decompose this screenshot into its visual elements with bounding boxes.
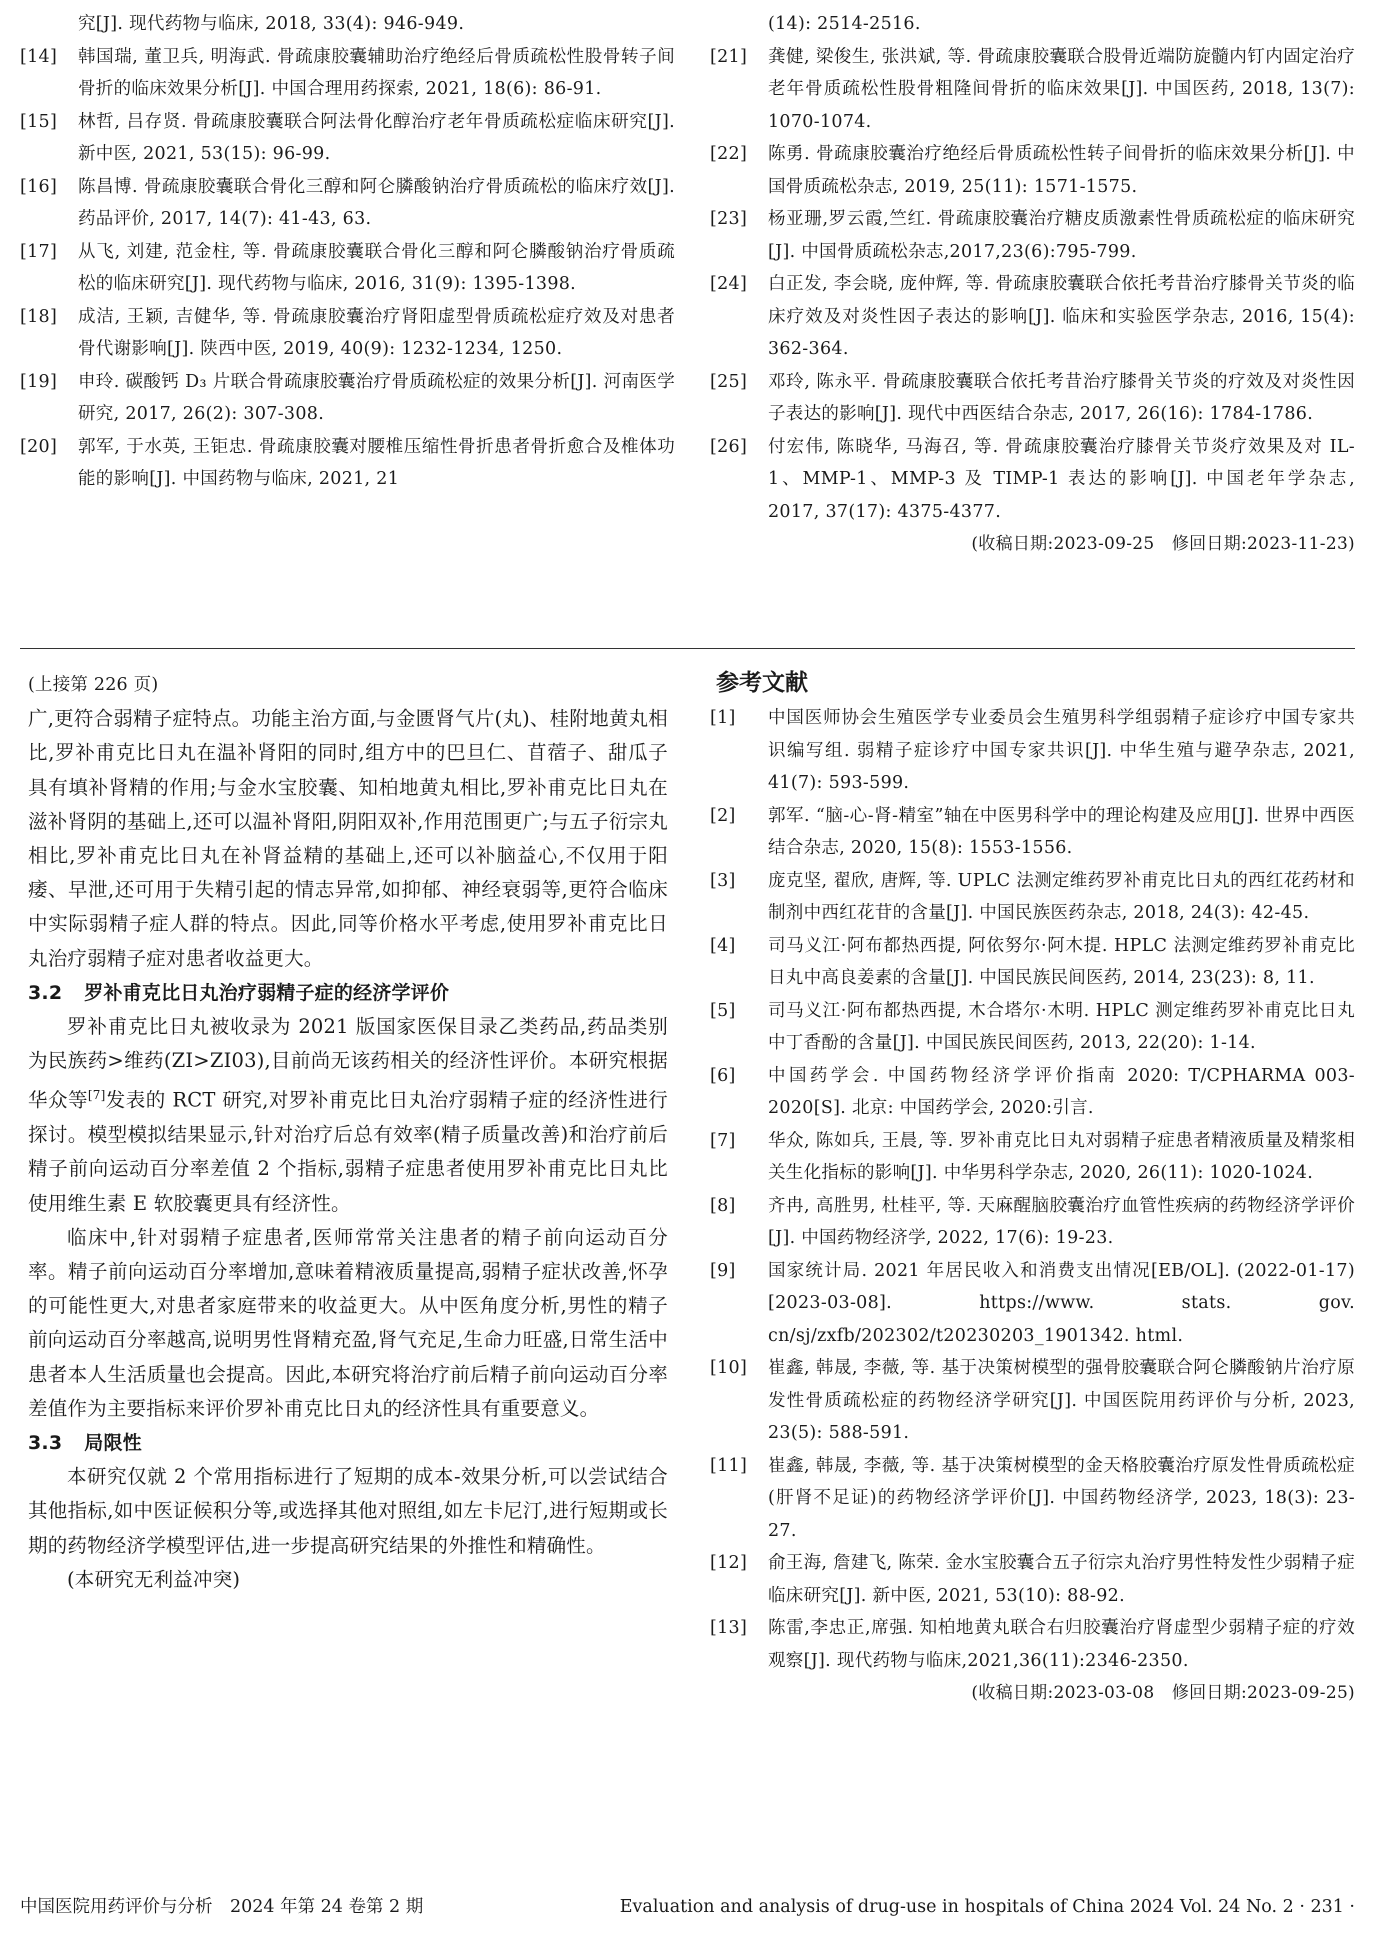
reference-number: [2] <box>710 805 736 826</box>
reference-item <box>710 203 1355 268</box>
reference-item <box>710 1450 1355 1548</box>
reference-number: [9] <box>710 1260 736 1281</box>
paragraph: 临床中,针对弱精子症患者,医师常常关注患者的精子前向运动百分率。精子前向运动百分率增加,意味着精液质量提高,弱精子症状改善,怀孕的可能性更大,对患者家庭带来的收益更大。从中医角度分析,男性的精子前向运动百分率越高,说明男性肾精充盈,肾气充足,生命力旺盛,日常生活中患者本人生活质量也会提高。因此,本研究将治疗前后精子前向运动百分率差值作为主要指标来评价罗补甫克比日丸的经济性具有重要意义。 <box>28 1225 668 1420</box>
reference-item <box>20 431 675 496</box>
reference-item <box>710 268 1355 366</box>
reference-text: 成洁, 王颖, 吉健华, 等. 骨疏康胶囊治疗肾阳虚型骨质疏松症疗效及对患者骨代谢影响[J]. 陕西中医, 2019, 40(9): 1232-1234, 1250. <box>78 306 675 359</box>
paragraph: 本研究仅就 2 个常用指标进行了短期的成本-效果分析,可以尝试结合其他指标,如中医证候积分等,或选择其他对照组,如左卡尼汀,进行短期或长期的药物经济学模型评估,进一步提高研究结果的外推性和精确性。 <box>28 1465 668 1557</box>
reference-text: 郭军, 于水英, 王钜忠. 骨疏康胶囊对腰椎压缩性骨折患者骨折愈合及椎体功能的影响[J]. 中国药物与临床, 2021, 21 <box>78 436 675 489</box>
citation: [7] <box>87 1088 106 1103</box>
reference-item <box>20 8 675 41</box>
reference-text: 庞克坚, 翟欣, 唐辉, 等. UPLC 法测定维药罗补甫克比日丸的西红花药材和制剂中西红花苷的含量[J]. 中国民族医药杂志, 2018, 24(3): 42-45. <box>768 870 1355 923</box>
reference-item <box>20 106 675 171</box>
reference-text: 申玲. 碳酸钙 D₃ 片联合骨疏康胶囊治疗骨质疏松症的效果分析[J]. 河南医学研究, 2017, 26(2): 307-308. <box>78 371 675 424</box>
footer-journal-cn: 中国医院用药评价与分析 2024 年第 24 卷第 2 期 <box>20 1897 424 1917</box>
reference-item <box>20 366 675 431</box>
conflict-statement: (本研究无利益冲突) <box>67 1567 241 1591</box>
reference-number <box>710 8 768 41</box>
reference-text: 邓玲, 陈永平. 骨疏康胶囊联合依托考昔治疗膝骨关节炎的疗效及对炎性因子表达的影响[J]. 现代中西医结合杂志, 2017, 26(16): 1784-1786. <box>768 371 1355 424</box>
reference-text: 付宏伟, 陈晓华, 马海召, 等. 骨疏康胶囊治疗膝骨关节炎疗效果及对 IL-1、MMP-1、MMP-3 及 TIMP-1 表达的影响[J]. 中国老年学杂志, 2017, 37(17): 4375-4377. <box>768 436 1355 522</box>
received-dates-top: (收稿日期:2023-09-25 修回日期:2023-11-23) <box>971 534 1355 554</box>
reference-text: 陈雷,李忠正,席强. 知柏地黄丸联合右归胶囊治疗肾虚型少弱精子症的疗效观察[J]. 现代药物与临床,2021,36(11):2346-2350. <box>768 1618 1355 1671</box>
references-heading: 参考文献 <box>716 670 808 696</box>
reference-number: [18] <box>20 306 58 327</box>
reference-text: 中国医师协会生殖医学专业委员会生殖男科学组弱精子症诊疗中国专家共识编写组. 弱精子症诊疗中国专家共识[J]. 中华生殖与避孕杂志, 2021, 41(7): 593-599. <box>768 708 1355 793</box>
reference-item <box>710 138 1355 203</box>
footer-journal-en: Evaluation and analysis of drug-use in hospitals of China 2024 Vol. 24 No. 2 · 231 · <box>619 1897 1355 1917</box>
reference-number: [7] <box>710 1130 736 1151</box>
page-footer <box>20 1890 1355 1924</box>
reference-text: 陈勇. 骨疏康胶囊治疗绝经后骨质疏松性转子间骨折的临床效果分析[J]. 中国骨质疏松杂志, 2019, 25(11): 1571-1575. <box>768 144 1355 197</box>
bottom-right-references <box>710 666 1355 1709</box>
reference-item <box>20 301 675 366</box>
reference-number: [24] <box>710 274 748 294</box>
reference-text: 华众, 陈如兵, 王晨, 等. 罗补甫克比日丸对弱精子症患者精液质量及精浆相关生化指标的影响[J]. 中华男科学杂志, 2020, 26(11): 1020-1024. <box>768 1130 1355 1183</box>
reference-text: 崔鑫, 韩晟, 李薇, 等. 基于决策树模型的强骨胶囊联合阿仑膦酸钠片治疗原发性骨质疏松症的药物经济学研究[J]. 中国医院用药评价与分析, 2023, 23(5): 588-591. <box>768 1358 1355 1443</box>
reference-text: 国家统计局. 2021 年居民收入和消费支出情况[EB/OL]. (2022-01-17)[2023-03-08]. https://www. stats. gov. cn/sj/zxfb/202302/t20230203_1901342. html. <box>768 1260 1355 1346</box>
reference-number: [16] <box>20 176 58 197</box>
reference-item <box>710 1352 1355 1450</box>
reference-number: [1] <box>710 708 736 728</box>
body-text-column <box>28 668 668 1597</box>
reference-item <box>710 995 1355 1060</box>
reference-text: 韩国瑞, 董卫兵, 明海武. 骨疏康胶囊辅助治疗绝经后骨质疏松性股骨转子间骨折的临床效果分析[J]. 中国合理用药探索, 2021, 18(6): 86-91. <box>78 46 675 99</box>
reference-text: 司马义江·阿布都热西提, 阿依努尔·阿木提. HPLC 法测定维药罗补甫克比日丸中高良姜素的含量[J]. 中国民族民间医药, 2014, 23(23): 8, 11. <box>768 935 1355 988</box>
top-right-references <box>710 8 1355 560</box>
reference-text: 齐冉, 高胜男, 杜桂平, 等. 天麻醒脑胶囊治疗血管性疾病的药物经济学评价[J]. 中国药物经济学, 2022, 17(6): 19-23. <box>768 1195 1355 1248</box>
paragraph: 罗补甫克比日丸被收录为 2021 版国家医保目录乙类药品,药品类别为民族药>维药(ZI>ZI03),目前尚无该药相关的经济性评价。本研究根据华众等[7]发表的 RCT 研究,对罗补甫克比日丸治疗弱精子症的经济性进行探讨。模型模拟结果显示,针对治疗后总有效率(精子质量改善)和治疗前后精子前向运动百分率差值 2 个指标,弱精子症患者使用罗补甫克比日丸比使用维生素 E 软胶囊更具有经济性。 <box>28 1015 669 1215</box>
reference-number: [20] <box>20 436 58 457</box>
reference-item <box>710 930 1355 995</box>
reference-number: [5] <box>710 1000 736 1021</box>
reference-number: [23] <box>710 209 748 229</box>
reference-number: [11] <box>710 1455 748 1476</box>
reference-text: (14): 2514-2516. <box>768 14 921 34</box>
reference-text: 俞王海, 詹建飞, 陈荣. 金水宝胶囊合五子衍宗丸治疗男性特发性少弱精子症临床研究[J]. 新中医, 2021, 53(10): 88-92. <box>768 1553 1355 1606</box>
reference-text: 崔鑫, 韩晟, 李薇, 等. 基于决策树模型的金天格胶囊治疗原发性骨质疏松症(肝肾不足证)的药物经济学评价[J]. 中国药物经济学, 2023, 18(3): 23-27. <box>768 1455 1355 1541</box>
reference-text: 林哲, 吕存贤. 骨疏康胶囊联合阿法骨化醇治疗老年骨质疏松症临床研究[J]. 新中医, 2021, 53(15): 96-99. <box>78 111 675 164</box>
reference-item <box>710 41 1355 139</box>
reference-item <box>20 171 675 236</box>
reference-text: 白正发, 李会晓, 庞仲辉, 等. 骨疏康胶囊联合依托考昔治疗膝骨关节炎的临床疗效及对炎性因子表达的影响[J]. 临床和实验医学杂志, 2016, 15(4): 362-364. <box>768 274 1355 359</box>
reference-number: [26] <box>710 436 748 457</box>
paragraph: 广,更符合弱精子症特点。功能主治方面,与金匮肾气片(丸)、桂附地黄丸相比,罗补甫克比日丸在温补肾阳的同时,组方中的巴旦仁、苜蓿子、甜瓜子具有填补肾精的作用;与金水宝胶囊、知柏地黄丸相比,罗补甫克比日丸在滋补肾阴的基础上,还可以温补肾阳,阴阳双补,作用范围更广;与五子衍宗丸相比,罗补甫克比日丸在补肾益精的基础上,还可以补脑益心,不仅用于阳痿、早泄,还可用于失精引起的情志异常,如抑郁、神经衰弱等,更符合临床中实际弱精子症人群的特点。因此,同等价格水平考虑,使用罗补甫克比日丸治疗弱精子症对患者收益更大。 <box>28 707 668 970</box>
reference-item <box>710 431 1355 529</box>
reference-text: 司马义江·阿布都热西提, 木合塔尔·木明. HPLC 测定维药罗补甫克比日丸中丁香酚的含量[J]. 中国民族民间医药, 2013, 22(20): 1-14. <box>768 1000 1355 1053</box>
reference-item <box>710 1255 1355 1353</box>
section-heading-3-3: 3.3 局限性 <box>28 1431 142 1454</box>
reference-number: [15] <box>20 111 58 132</box>
reference-text: 杨亚珊,罗云霞,竺红. 骨疏康胶囊治疗糖皮质激素性骨质疏松症的临床研究[J]. 中国骨质疏松杂志,2017,23(6):795-799. <box>768 209 1355 262</box>
reference-item <box>710 1612 1355 1677</box>
top-left-references <box>20 8 675 496</box>
reference-text: 究[J]. 现代药物与临床, 2018, 33(4): 946-949. <box>78 14 465 34</box>
reference-number: [14] <box>20 46 58 67</box>
received-dates-bottom: (收稿日期:2023-03-08 修回日期:2023-09-25) <box>971 1683 1355 1703</box>
reference-number: [4] <box>710 935 736 956</box>
reference-number: [8] <box>710 1195 736 1216</box>
reference-item <box>710 1547 1355 1612</box>
section-heading-3-2: 3.2 罗补甫克比日丸治疗弱精子症的经济学评价 <box>28 981 450 1004</box>
reference-number: [17] <box>20 241 58 262</box>
reference-item <box>20 236 675 301</box>
reference-number: [19] <box>20 371 58 392</box>
reference-number <box>20 8 78 41</box>
reference-item <box>710 1060 1355 1125</box>
continued-note: (上接第 226 页) <box>28 675 159 695</box>
reference-number: [12] <box>710 1553 748 1573</box>
reference-number: [13] <box>710 1618 748 1638</box>
reference-number: [25] <box>710 371 748 392</box>
reference-number: [3] <box>710 870 736 891</box>
reference-item <box>710 8 1355 41</box>
reference-number: [6] <box>710 1065 736 1086</box>
reference-item <box>710 800 1355 865</box>
reference-number: [22] <box>710 144 748 164</box>
reference-item <box>710 366 1355 431</box>
reference-item <box>710 1125 1355 1190</box>
reference-number: [21] <box>710 46 748 67</box>
reference-text: 中国药学会. 中国药物经济学评价指南 2020: T/CPHARMA 003-2020[S]. 北京: 中国药学会, 2020:引言. <box>768 1065 1355 1118</box>
reference-item <box>710 1190 1355 1255</box>
reference-item <box>710 702 1355 800</box>
reference-text: 从飞, 刘建, 范金柱, 等. 骨疏康胶囊联合骨化三醇和阿仑膦酸钠治疗骨质疏松的临床研究[J]. 现代药物与临床, 2016, 31(9): 1395-1398. <box>78 241 675 294</box>
section-divider <box>20 648 1355 649</box>
reference-number: [10] <box>710 1358 748 1378</box>
reference-item <box>710 865 1355 930</box>
reference-text: 陈昌博. 骨疏康胶囊联合骨化三醇和阿仑膦酸钠治疗骨质疏松的临床疗效[J]. 药品评价, 2017, 14(7): 41-43, 63. <box>78 176 675 229</box>
reference-text: 郭军. “脑-心-肾-精室”轴在中医男科学中的理论构建及应用[J]. 世界中西医结合杂志, 2020, 15(8): 1553-1556. <box>768 805 1355 858</box>
reference-item <box>20 41 675 106</box>
reference-text: 龚健, 梁俊生, 张洪斌, 等. 骨疏康胶囊联合股骨近端防旋髓内钉内固定治疗老年骨质疏松性股骨粗隆间骨折的临床效果[J]. 中国医药, 2018, 13(7): 1070-1074. <box>768 46 1355 132</box>
